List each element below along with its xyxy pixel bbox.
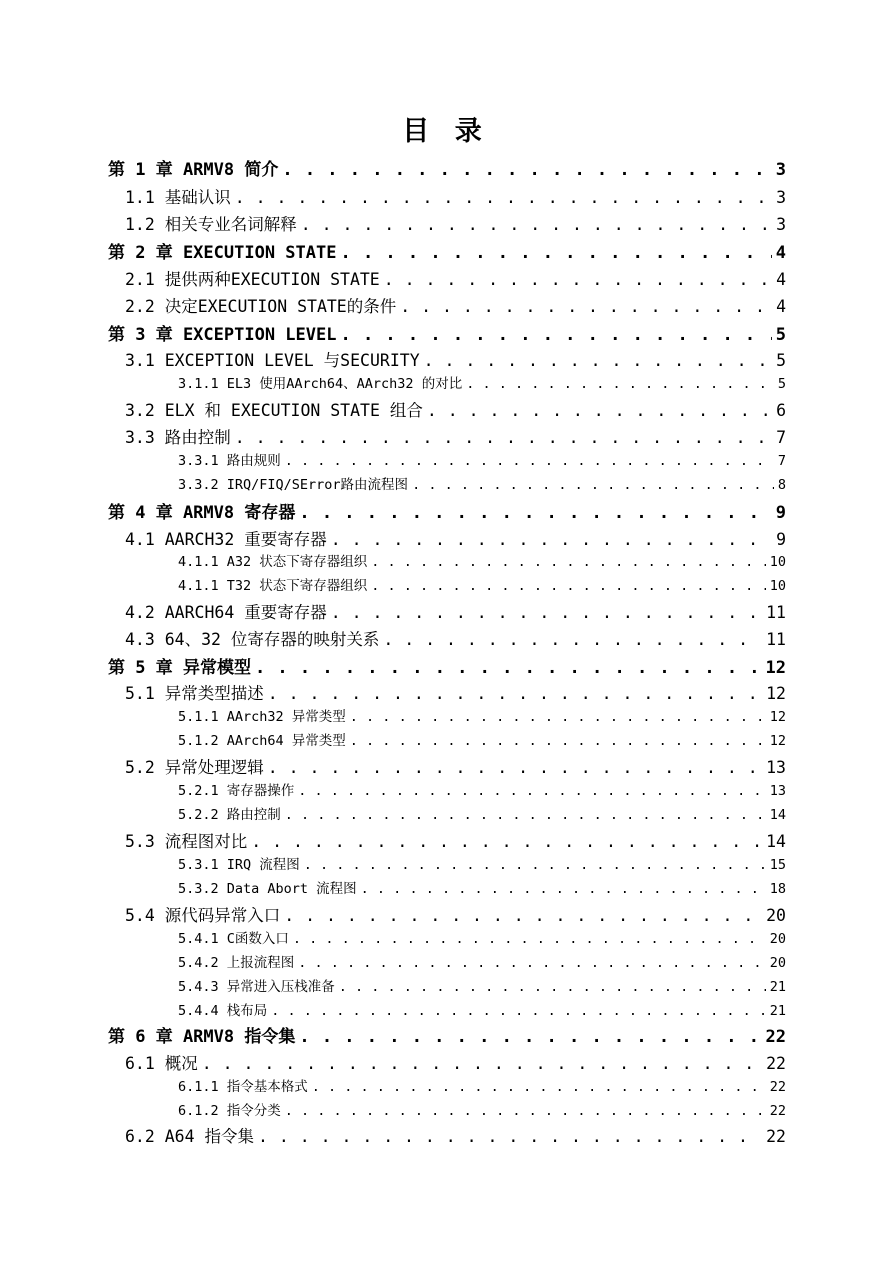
toc-entry-label: 5.3.1 IRQ 流程图 — [178, 857, 300, 873]
toc-entry-page-number: 14 — [769, 807, 786, 823]
toc-entry-page-number: 4 — [776, 270, 786, 289]
toc-entry-page-number: 22 — [766, 1054, 786, 1073]
toc-entry-page-number: 21 — [769, 1003, 786, 1019]
toc-entry-label: 6.1 概况 — [125, 1054, 198, 1073]
toc-leader-dots — [284, 906, 762, 925]
toc-leader-dots — [299, 503, 771, 523]
toc-entry-label: 5.2 异常处理逻辑 — [125, 758, 264, 777]
toc-leader-dots — [412, 477, 774, 493]
toc-entry-page-number: 9 — [776, 530, 786, 549]
toc-leader-dots — [285, 807, 766, 823]
toc-entry-page-number: 21 — [769, 979, 786, 995]
toc-entry-page-number: 20 — [769, 955, 786, 971]
toc-entry-page-number: 13 — [769, 783, 786, 799]
toc-entry-label: 3.1.1 EL3 使用AArch64、AArch32 的对比 — [178, 376, 463, 392]
toc-leader-dots — [331, 603, 762, 622]
toc-entry-label: 5.4 源代码异常入口 — [125, 906, 281, 925]
toc-entry-page-number: 4 — [775, 243, 786, 263]
toc-entry-level-2[interactable] — [125, 293, 786, 317]
toc-entry-label: 5.4.4 栈布局 — [178, 1003, 268, 1019]
toc-entry-level-3[interactable] — [178, 449, 786, 469]
toc-entry-level-2[interactable] — [125, 397, 786, 421]
toc-entry-page-number: 12 — [769, 709, 786, 725]
toc-entry-page-number: 10 — [769, 554, 786, 570]
toc-leader-dots — [340, 325, 771, 345]
toc-entry-page-number: 3 — [775, 160, 786, 180]
toc-entry-page-number: 22 — [766, 1127, 786, 1146]
toc-entry-label: 4.1.1 A32 状态下寄存器组织 — [178, 554, 368, 570]
toc-entry-level-3[interactable] — [178, 705, 786, 725]
toc-entry-level-3[interactable] — [178, 779, 786, 799]
toc-entry-page-number: 4 — [776, 297, 786, 316]
toc-entry-page-number: 7 — [776, 428, 786, 447]
toc-entry-level-2[interactable] — [125, 1123, 786, 1147]
toc-entry-label: 3.2 ELX 和 EXECUTION STATE 组合 — [125, 401, 423, 420]
toc-entry-label: 3.3.2 IRQ/FIQ/SError路由流程图 — [178, 477, 409, 493]
toc-leader-dots — [466, 376, 774, 392]
toc-leader-dots — [258, 1127, 762, 1146]
toc-entry-label: 5.1.1 AArch32 异常类型 — [178, 709, 346, 725]
toc-entry-level-2[interactable] — [125, 184, 786, 208]
toc-entry-label: 5.2.1 寄存器操作 — [178, 783, 295, 799]
toc-entry-label: 5.4.3 异常进入压栈准备 — [178, 979, 335, 995]
toc-entry-level-1[interactable] — [108, 320, 786, 345]
toc-entry-level-2[interactable] — [125, 347, 786, 371]
toc-entry-level-3[interactable] — [178, 951, 786, 971]
toc-entry-level-1[interactable] — [108, 498, 786, 523]
toc-entry-level-3[interactable] — [178, 729, 786, 749]
toc-entry-label: 第 5 章 异常模型 — [108, 658, 251, 678]
toc-entry-label: 3.3 路由控制 — [125, 428, 231, 447]
toc-entry-label: 第 3 章 EXCEPTION LEVEL — [108, 325, 337, 345]
toc-entry-page-number: 20 — [769, 931, 786, 947]
toc-leader-dots — [400, 297, 772, 316]
toc-entry-page-number: 5 — [776, 351, 786, 370]
toc-entry-label: 4.1 AARCH32 重要寄存器 — [125, 530, 327, 549]
toc-entry-level-3[interactable] — [178, 1075, 786, 1095]
toc-entry-level-3[interactable] — [178, 372, 786, 392]
toc-entry-level-2[interactable] — [125, 626, 786, 650]
toc-leader-dots — [331, 530, 772, 549]
toc-entry-level-2[interactable] — [125, 902, 786, 926]
toc-entry-level-2[interactable] — [125, 211, 786, 235]
toc-entry-level-3[interactable] — [178, 975, 786, 995]
toc-entry-page-number: 5 — [777, 376, 786, 392]
toc-leader-dots — [285, 453, 774, 469]
toc-leader-dots — [371, 578, 765, 594]
toc-leader-dots — [255, 658, 762, 678]
toc-leader-dots — [384, 270, 772, 289]
toc-entry-label: 第 6 章 ARMV8 指令集 — [108, 1027, 296, 1047]
toc-leader-dots — [424, 351, 772, 370]
toc-entry-page-number: 20 — [766, 906, 786, 925]
toc-entry-level-2[interactable] — [125, 754, 786, 778]
toc-entry-label: 3.3.1 路由规则 — [178, 453, 281, 469]
toc-entry-level-3[interactable] — [178, 803, 786, 823]
toc-leader-dots — [298, 955, 765, 971]
toc-leader-dots — [301, 215, 772, 234]
toc-entry-page-number: 18 — [769, 881, 786, 897]
toc-entry-label: 6.2 A64 指令集 — [125, 1127, 254, 1146]
toc-entry-page-number: 3 — [776, 188, 786, 207]
toc-entry-label: 5.4.2 上报流程图 — [178, 955, 295, 971]
toc-entry-page-number: 14 — [766, 832, 786, 851]
toc-entry-page-number: 13 — [766, 758, 786, 777]
toc-entry-label: 2.2 决定EXECUTION STATE的条件 — [125, 297, 397, 316]
toc-entry-level-3[interactable] — [178, 927, 786, 947]
toc-leader-dots — [312, 1079, 766, 1095]
toc-entry-level-2[interactable] — [125, 266, 786, 290]
toc-entry-page-number: 12 — [769, 733, 786, 749]
toc-title: 目 录 — [402, 116, 490, 147]
toc-entry-level-1[interactable] — [108, 653, 786, 678]
toc-leader-dots — [268, 684, 762, 703]
toc-entry-level-2[interactable] — [125, 424, 786, 448]
toc-leader-dots — [282, 160, 771, 180]
toc-entry-page-number: 6 — [776, 401, 786, 420]
toc-entry-label: 第 4 章 ARMV8 寄存器 — [108, 503, 296, 523]
toc-entry-page-number: 3 — [776, 215, 786, 234]
toc-entry-label: 第 1 章 ARMV8 简介 — [108, 160, 279, 180]
toc-entry-level-2[interactable] — [125, 1050, 786, 1074]
toc-entry-level-3[interactable] — [178, 877, 786, 897]
toc-entry-label: 5.3.2 Data Abort 流程图 — [178, 881, 357, 897]
toc-leader-dots — [350, 709, 766, 725]
toc-leader-dots — [235, 188, 772, 207]
toc-leader-dots — [298, 783, 765, 799]
toc-entry-page-number: 22 — [769, 1103, 786, 1119]
toc-entry-level-3[interactable] — [178, 473, 786, 493]
toc-entry-page-number: 8 — [777, 477, 786, 493]
toc-entry-label: 6.1.2 指令分类 — [178, 1103, 281, 1119]
toc-leader-dots — [371, 554, 765, 570]
toc-entry-label: 5.1.2 AArch64 异常类型 — [178, 733, 346, 749]
toc-entry-level-1[interactable] — [108, 1022, 786, 1047]
toc-leader-dots — [339, 979, 766, 995]
toc-leader-dots — [268, 758, 762, 777]
toc-leader-dots — [293, 931, 766, 947]
toc-leader-dots — [251, 832, 762, 851]
toc-leader-dots — [350, 733, 766, 749]
toc-entry-page-number: 10 — [769, 578, 786, 594]
toc-entry-label: 3.1 EXCEPTION LEVEL 与SECURITY — [125, 351, 420, 370]
toc-entry-level-3[interactable] — [178, 550, 786, 570]
toc-entry-label: 5.2.2 路由控制 — [178, 807, 281, 823]
toc-entry-label: 6.1.1 指令基本格式 — [178, 1079, 308, 1095]
toc-entry-label: 1.1 基础认识 — [125, 188, 231, 207]
toc-entry-label: 第 2 章 EXECUTION STATE — [108, 243, 337, 263]
toc-entry-page-number: 12 — [765, 658, 786, 678]
toc-entry-page-number: 7 — [777, 453, 786, 469]
toc-entry-page-number: 11 — [766, 630, 786, 649]
toc-entry-level-2[interactable] — [125, 680, 786, 704]
toc-entry-page-number: 22 — [765, 1027, 786, 1047]
toc-leader-dots — [427, 401, 772, 420]
toc-entry-level-2[interactable] — [125, 526, 786, 550]
toc-entry-level-1[interactable] — [108, 155, 786, 180]
toc-entry-page-number: 5 — [775, 325, 786, 345]
toc-entry-page-number: 9 — [775, 503, 786, 523]
toc-leader-dots — [304, 857, 766, 873]
toc-entry-level-1[interactable] — [108, 238, 786, 263]
toc-entry-level-3[interactable] — [178, 999, 786, 1019]
toc-leader-dots — [271, 1003, 765, 1019]
toc-entry-level-3[interactable] — [178, 574, 786, 594]
toc-entry-level-3[interactable] — [178, 1099, 786, 1119]
toc-entry-page-number: 12 — [766, 684, 786, 703]
toc-leader-dots — [361, 881, 766, 897]
toc-entry-label: 4.2 AARCH64 重要寄存器 — [125, 603, 327, 622]
toc-entry-page-number: 11 — [766, 603, 786, 622]
toc-leader-dots — [299, 1027, 761, 1047]
toc-entry-page-number: 15 — [769, 857, 786, 873]
toc-leader-dots — [285, 1103, 766, 1119]
toc-entry-level-2[interactable] — [125, 599, 786, 623]
toc-entry-label: 4.1.1 T32 状态下寄存器组织 — [178, 578, 368, 594]
toc-leader-dots — [235, 428, 772, 447]
toc-entry-label: 5.1 异常类型描述 — [125, 684, 264, 703]
toc-entry-label: 5.4.1 C函数入口 — [178, 931, 289, 947]
toc-entry-label: 1.2 相关专业名词解释 — [125, 215, 297, 234]
toc-entry-label: 2.1 提供两种EXECUTION STATE — [125, 270, 380, 289]
toc-entry-level-3[interactable] — [178, 853, 786, 873]
toc-entry-level-2[interactable] — [125, 828, 786, 852]
toc-entry-label: 4.3 64、32 位寄存器的映射关系 — [125, 630, 380, 649]
toc-leader-dots — [383, 630, 762, 649]
toc-leader-dots — [202, 1054, 762, 1073]
toc-entry-page-number: 22 — [769, 1079, 786, 1095]
toc-entry-label: 5.3 流程图对比 — [125, 832, 248, 851]
toc-leader-dots — [340, 243, 771, 263]
